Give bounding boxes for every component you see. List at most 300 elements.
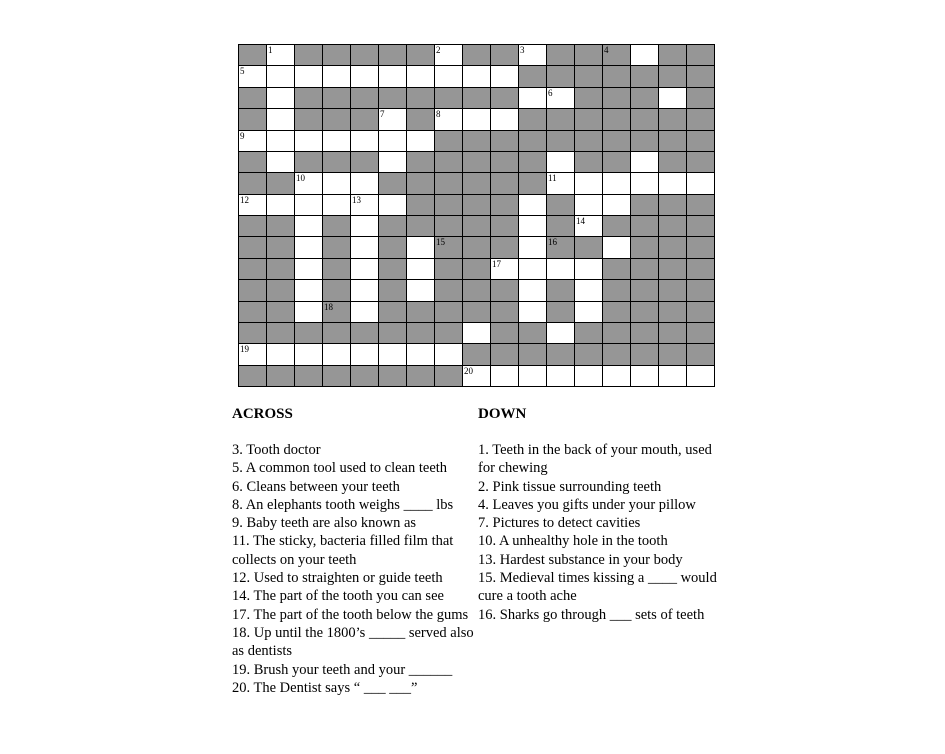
blocked-cell: [547, 131, 575, 152]
blocked-cell: [295, 366, 323, 387]
blocked-cell: [463, 344, 491, 365]
blocked-cell: [239, 216, 267, 237]
blocked-cell: [491, 152, 519, 173]
blocked-cell: [547, 109, 575, 130]
blocked-cell: [463, 259, 491, 280]
blocked-cell: [239, 280, 267, 301]
blocked-cell: [603, 66, 631, 87]
answer-cell[interactable]: [295, 216, 323, 237]
blocked-cell: [379, 366, 407, 387]
blocked-cell: [267, 259, 295, 280]
answer-cell[interactable]: [435, 109, 463, 130]
blocked-cell: [603, 280, 631, 301]
blocked-cell: [379, 88, 407, 109]
blocked-cell: [407, 323, 435, 344]
blocked-cell: [687, 109, 715, 130]
blocked-cell: [463, 237, 491, 258]
blocked-cell: [491, 280, 519, 301]
answer-cell[interactable]: [379, 195, 407, 216]
across-heading: ACROSS: [232, 406, 293, 422]
answer-cell[interactable]: [575, 366, 603, 387]
blocked-cell: [547, 280, 575, 301]
blocked-cell: [631, 302, 659, 323]
blocked-cell: [491, 302, 519, 323]
blocked-cell: [239, 259, 267, 280]
answer-cell[interactable]: [463, 323, 491, 344]
blocked-cell: [407, 173, 435, 194]
blocked-cell: [435, 173, 463, 194]
across-clue: 17. The part of the tooth below the gums: [232, 606, 469, 623]
blocked-cell: [659, 45, 687, 66]
blocked-cell: [687, 45, 715, 66]
blocked-cell: [267, 302, 295, 323]
blocked-cell: [687, 216, 715, 237]
blocked-cell: [323, 302, 351, 323]
blocked-cell: [519, 66, 547, 87]
blocked-cell: [323, 45, 351, 66]
answer-cell[interactable]: [575, 195, 603, 216]
blocked-cell: [547, 344, 575, 365]
blocked-cell: [463, 173, 491, 194]
answer-cell[interactable]: [295, 280, 323, 301]
blocked-cell: [239, 109, 267, 130]
blocked-cell: [463, 195, 491, 216]
blocked-cell: [239, 302, 267, 323]
answer-cell[interactable]: [351, 259, 379, 280]
blocked-cell: [603, 131, 631, 152]
answer-cell[interactable]: [351, 237, 379, 258]
blocked-cell: [379, 45, 407, 66]
blocked-cell: [267, 216, 295, 237]
blocked-cell: [659, 152, 687, 173]
clue-number: 13: [352, 194, 361, 205]
blocked-cell: [659, 131, 687, 152]
blocked-cell: [575, 45, 603, 66]
blocked-cell: [267, 280, 295, 301]
answer-cell[interactable]: [407, 131, 435, 152]
down-clue: 2. Pink tissue surrounding teeth: [478, 478, 662, 495]
answer-cell[interactable]: [295, 66, 323, 87]
blocked-cell: [659, 216, 687, 237]
answer-cell[interactable]: [519, 366, 547, 387]
blocked-cell: [631, 280, 659, 301]
blocked-cell: [463, 280, 491, 301]
blocked-cell: [603, 45, 631, 66]
blocked-cell: [575, 344, 603, 365]
blocked-cell: [379, 173, 407, 194]
blocked-cell: [547, 195, 575, 216]
blocked-cell: [351, 45, 379, 66]
blocked-cell: [631, 237, 659, 258]
blocked-cell: [659, 109, 687, 130]
blocked-cell: [575, 131, 603, 152]
blocked-cell: [603, 323, 631, 344]
down-clue: 15. Medieval times kissing a ____ would cure a tooth ache: [478, 570, 717, 605]
down-clue: 16. Sharks go through ___ sets of teeth: [478, 606, 705, 623]
blocked-cell: [351, 109, 379, 130]
blocked-cell: [295, 109, 323, 130]
blocked-cell: [323, 323, 351, 344]
answer-cell[interactable]: [295, 131, 323, 152]
blocked-cell: [631, 131, 659, 152]
blocked-cell: [435, 302, 463, 323]
blocked-cell: [603, 109, 631, 130]
blocked-cell: [687, 131, 715, 152]
answer-cell[interactable]: [491, 259, 519, 280]
blocked-cell: [519, 323, 547, 344]
clue-number: 11: [548, 173, 557, 184]
blocked-cell: [491, 216, 519, 237]
answer-cell[interactable]: [435, 66, 463, 87]
answer-cell[interactable]: [407, 259, 435, 280]
blocked-cell: [239, 237, 267, 258]
blocked-cell: [435, 280, 463, 301]
answer-cell[interactable]: [379, 131, 407, 152]
blocked-cell: [687, 88, 715, 109]
answer-cell[interactable]: [239, 131, 267, 152]
across-clue: 6. Cleans between your teeth: [232, 478, 400, 495]
answer-cell[interactable]: [519, 302, 547, 323]
answer-cell[interactable]: [519, 195, 547, 216]
clue-number: 6: [548, 87, 553, 98]
answer-cell[interactable]: [323, 195, 351, 216]
blocked-cell: [407, 195, 435, 216]
down-clue: 1. Teeth in the back of your mouth, used for chewing: [478, 442, 712, 477]
blocked-cell: [239, 366, 267, 387]
answer-cell[interactable]: [463, 66, 491, 87]
answer-cell[interactable]: [267, 152, 295, 173]
blocked-cell: [351, 152, 379, 173]
blocked-cell: [659, 302, 687, 323]
down-clue: 7. Pictures to detect cavities: [478, 515, 641, 532]
across-clue: 8. An elephants tooth weighs ____ lbs: [232, 496, 454, 513]
blocked-cell: [323, 280, 351, 301]
blocked-cell: [547, 237, 575, 258]
answer-cell[interactable]: [575, 173, 603, 194]
blocked-cell: [491, 173, 519, 194]
answer-cell[interactable]: [267, 195, 295, 216]
blocked-cell: [239, 45, 267, 66]
answer-cell[interactable]: [295, 195, 323, 216]
blocked-cell: [379, 237, 407, 258]
blocked-cell: [295, 45, 323, 66]
blocked-cell: [575, 237, 603, 258]
across-clue: 12. Used to straighten or guide teeth: [232, 570, 443, 587]
blocked-cell: [463, 131, 491, 152]
blocked-cell: [435, 237, 463, 258]
blocked-cell: [603, 344, 631, 365]
across-clue: 11. The sticky, bacteria filled film that collects on your teeth: [232, 533, 454, 568]
blocked-cell: [491, 131, 519, 152]
answer-cell[interactable]: [687, 173, 715, 194]
blocked-cell: [239, 323, 267, 344]
blocked-cell: [631, 259, 659, 280]
answer-cell[interactable]: [463, 366, 491, 387]
answer-cell[interactable]: [659, 366, 687, 387]
blocked-cell: [659, 344, 687, 365]
blocked-cell: [491, 237, 519, 258]
blocked-cell: [575, 109, 603, 130]
blocked-cell: [491, 323, 519, 344]
answer-cell[interactable]: [407, 237, 435, 258]
blocked-cell: [435, 195, 463, 216]
blocked-cell: [435, 366, 463, 387]
across-clue: 20. The Dentist says “ ___ ___”: [232, 679, 418, 696]
blocked-cell: [603, 259, 631, 280]
clue-number: 2: [436, 45, 441, 55]
answer-cell[interactable]: [519, 88, 547, 109]
blocked-cell: [323, 237, 351, 258]
answer-cell[interactable]: [267, 66, 295, 87]
blocked-cell: [267, 237, 295, 258]
answer-cell[interactable]: [547, 323, 575, 344]
blocked-cell: [407, 366, 435, 387]
blocked-cell: [407, 152, 435, 173]
blocked-cell: [659, 323, 687, 344]
blocked-cell: [379, 259, 407, 280]
blocked-cell: [435, 216, 463, 237]
answer-cell[interactable]: [407, 344, 435, 365]
blocked-cell: [463, 152, 491, 173]
blocked-cell: [407, 216, 435, 237]
answer-cell[interactable]: [295, 173, 323, 194]
blocked-cell: [659, 237, 687, 258]
answer-cell[interactable]: [323, 66, 351, 87]
answer-cell[interactable]: [407, 66, 435, 87]
answer-cell[interactable]: [687, 366, 715, 387]
blocked-cell: [435, 152, 463, 173]
blocked-cell: [323, 366, 351, 387]
answer-cell[interactable]: [491, 366, 519, 387]
across-clue: 14. The part of the tooth you can see: [232, 588, 444, 605]
blocked-cell: [295, 88, 323, 109]
answer-cell[interactable]: [323, 173, 351, 194]
blocked-cell: [491, 344, 519, 365]
blocked-cell: [519, 344, 547, 365]
answer-cell[interactable]: [519, 280, 547, 301]
blocked-cell: [463, 216, 491, 237]
answer-cell[interactable]: [267, 45, 295, 66]
clue-number: 17: [492, 258, 501, 269]
across-clue: 9. Baby teeth are also known as: [232, 515, 417, 532]
blocked-cell: [547, 66, 575, 87]
blocked-cell: [239, 88, 267, 109]
answer-cell[interactable]: [351, 173, 379, 194]
clue-number: 3: [520, 45, 525, 55]
blocked-cell: [491, 88, 519, 109]
answer-cell[interactable]: [603, 195, 631, 216]
answer-cell[interactable]: [379, 109, 407, 130]
blocked-cell: [323, 88, 351, 109]
answer-cell[interactable]: [547, 88, 575, 109]
blocked-cell: [603, 152, 631, 173]
answer-cell[interactable]: [379, 66, 407, 87]
blocked-cell: [323, 259, 351, 280]
answer-cell[interactable]: [575, 216, 603, 237]
blocked-cell: [631, 66, 659, 87]
blocked-cell: [547, 216, 575, 237]
answer-cell[interactable]: [295, 259, 323, 280]
answer-cell[interactable]: [575, 280, 603, 301]
answer-cell[interactable]: [631, 366, 659, 387]
blocked-cell: [547, 45, 575, 66]
answer-cell[interactable]: [351, 131, 379, 152]
answer-cell[interactable]: [603, 366, 631, 387]
answer-cell[interactable]: [547, 259, 575, 280]
answer-cell[interactable]: [519, 45, 547, 66]
blocked-cell: [687, 344, 715, 365]
blocked-cell: [267, 173, 295, 194]
blocked-cell: [379, 280, 407, 301]
blocked-cell: [435, 323, 463, 344]
answer-cell[interactable]: [239, 195, 267, 216]
clue-number: 12: [240, 194, 249, 205]
blocked-cell: [323, 109, 351, 130]
answer-cell[interactable]: [351, 216, 379, 237]
blocked-cell: [687, 323, 715, 344]
answer-cell[interactable]: [351, 195, 379, 216]
clue-number: 5: [240, 66, 245, 77]
blocked-cell: [407, 302, 435, 323]
down-heading: DOWN: [478, 406, 527, 422]
blocked-cell: [519, 109, 547, 130]
blocked-cell: [435, 131, 463, 152]
answer-cell[interactable]: [519, 237, 547, 258]
answer-cell[interactable]: [267, 109, 295, 130]
blocked-cell: [351, 88, 379, 109]
clue-number: 15: [436, 237, 445, 248]
answer-cell[interactable]: [603, 173, 631, 194]
blocked-cell: [239, 152, 267, 173]
answer-cell[interactable]: [323, 344, 351, 365]
blocked-cell: [491, 45, 519, 66]
answer-cell[interactable]: [547, 366, 575, 387]
answer-cell[interactable]: [267, 344, 295, 365]
answer-cell[interactable]: [547, 152, 575, 173]
answer-cell[interactable]: [491, 109, 519, 130]
clue-number: 14: [576, 216, 585, 226]
blocked-cell: [463, 302, 491, 323]
answer-cell[interactable]: [575, 302, 603, 323]
answer-cell[interactable]: [435, 45, 463, 66]
blocked-cell: [463, 45, 491, 66]
answer-cell[interactable]: [295, 302, 323, 323]
blocked-cell: [575, 323, 603, 344]
blocked-cell: [407, 88, 435, 109]
answer-cell[interactable]: [351, 302, 379, 323]
answer-cell[interactable]: [435, 344, 463, 365]
crossword-grid: [238, 44, 715, 387]
blocked-cell: [519, 131, 547, 152]
answer-cell[interactable]: [351, 66, 379, 87]
answer-cell[interactable]: [519, 216, 547, 237]
answer-cell[interactable]: [547, 173, 575, 194]
blocked-cell: [631, 323, 659, 344]
answer-cell[interactable]: [379, 152, 407, 173]
answer-cell[interactable]: [491, 66, 519, 87]
clue-number: 19: [240, 344, 249, 355]
down-clue-list: [478, 441, 728, 624]
clue-number: 4: [604, 45, 609, 55]
blocked-cell: [239, 173, 267, 194]
blocked-cell: [379, 323, 407, 344]
answer-cell[interactable]: [239, 344, 267, 365]
answer-cell[interactable]: [295, 344, 323, 365]
answer-cell[interactable]: [351, 344, 379, 365]
blocked-cell: [547, 302, 575, 323]
answer-cell[interactable]: [519, 259, 547, 280]
blocked-cell: [519, 152, 547, 173]
blocked-cell: [631, 88, 659, 109]
across-clue: 18. Up until the 1800’s _____ served also as dentists: [232, 624, 474, 660]
blocked-cell: [631, 344, 659, 365]
blocked-cell: [687, 259, 715, 280]
across-clue: 5. A common tool used to clean teeth: [232, 460, 448, 477]
clue-number: 20: [464, 365, 473, 376]
blocked-cell: [491, 195, 519, 216]
blocked-cell: [687, 280, 715, 301]
blocked-cell: [659, 259, 687, 280]
blocked-cell: [351, 366, 379, 387]
blocked-cell: [687, 302, 715, 323]
clue-number: 9: [240, 130, 245, 141]
answer-cell[interactable]: [407, 280, 435, 301]
clue-number: 16: [548, 237, 557, 248]
answer-cell[interactable]: [295, 237, 323, 258]
answer-cell[interactable]: [463, 109, 491, 130]
blocked-cell: [407, 109, 435, 130]
clue-number: 1: [268, 45, 273, 55]
blocked-cell: [295, 323, 323, 344]
blocked-cell: [435, 88, 463, 109]
clue-number: 18: [324, 301, 333, 312]
blocked-cell: [631, 216, 659, 237]
across-clue: 3. Tooth doctor: [232, 442, 321, 458]
answer-cell[interactable]: [323, 131, 351, 152]
answer-cell[interactable]: [659, 173, 687, 194]
answer-cell[interactable]: [267, 88, 295, 109]
down-clue: 13. Hardest substance in your body: [478, 551, 683, 568]
across-clue-list: [232, 441, 476, 697]
blocked-cell: [687, 152, 715, 173]
answer-cell[interactable]: [631, 173, 659, 194]
answer-cell[interactable]: [239, 66, 267, 87]
answer-cell[interactable]: [575, 259, 603, 280]
answer-cell[interactable]: [659, 88, 687, 109]
blocked-cell: [603, 302, 631, 323]
answer-cell[interactable]: [379, 344, 407, 365]
blocked-cell: [463, 88, 491, 109]
blocked-cell: [351, 323, 379, 344]
blocked-cell: [659, 195, 687, 216]
blocked-cell: [379, 302, 407, 323]
answer-cell[interactable]: [631, 45, 659, 66]
answer-cell[interactable]: [351, 280, 379, 301]
clue-number: 10: [296, 173, 305, 184]
blocked-cell: [603, 88, 631, 109]
blocked-cell: [687, 195, 715, 216]
blocked-cell: [323, 216, 351, 237]
across-clue: 19. Brush your teeth and your ______: [232, 661, 453, 678]
blocked-cell: [687, 66, 715, 87]
down-clue: 4. Leaves you gifts under your pillow: [478, 496, 696, 513]
answer-cell[interactable]: [631, 152, 659, 173]
answer-cell[interactable]: [267, 131, 295, 152]
blocked-cell: [575, 66, 603, 87]
down-clue: 10. A unhealthy hole in the tooth: [478, 533, 668, 550]
answer-cell[interactable]: [603, 237, 631, 258]
blocked-cell: [603, 216, 631, 237]
